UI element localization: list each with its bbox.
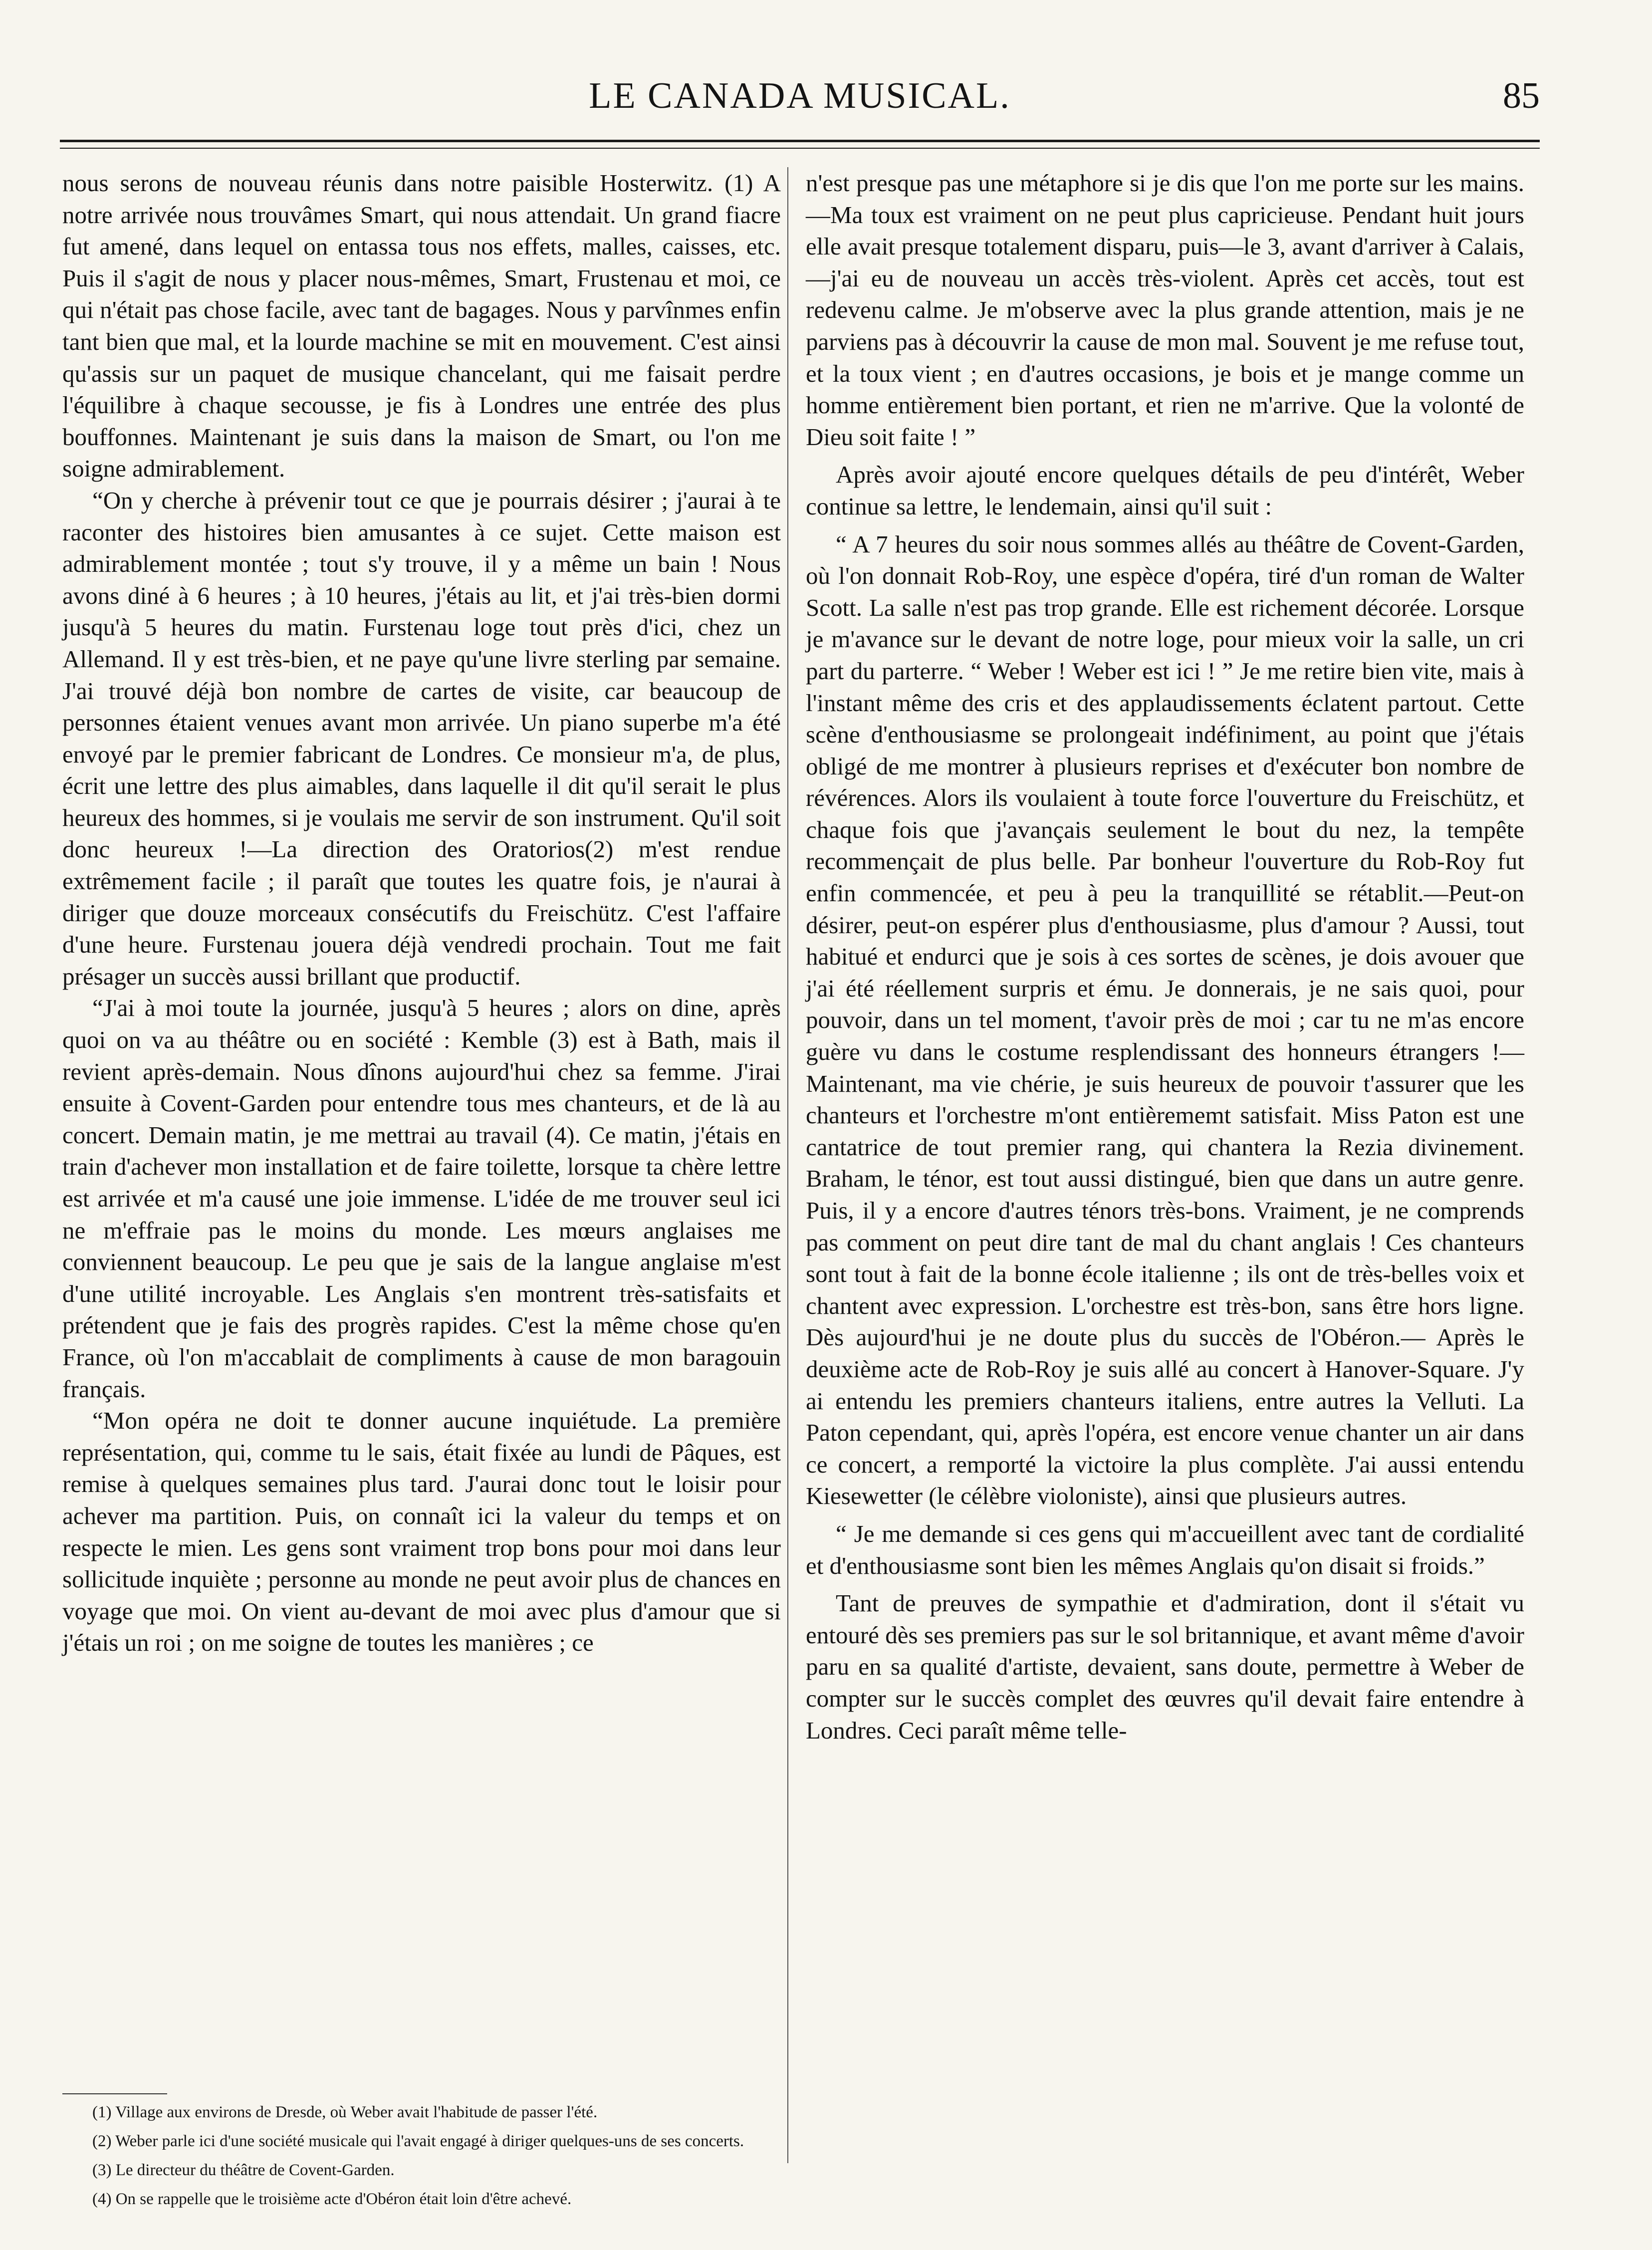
column-divider: [787, 167, 788, 2163]
paragraph: “ A 7 heures du soir nous sommes allés au théâtre de Covent-Garden, où l'on donnait Rob-Roy, une espèce d'opéra, tiré d'un roman de Walter Scott. La salle n'est pas trop grande. Elle est richement décorée. Lorsque je m'avance sur le devant de notre loge, pour mieux voir la salle, un cri part du parterre. “ Weber ! Weber est ici ! ” Je me retire bien vite, mais à l'instant même des cris et des applaudissements éclatent partout. Cette scène d'enthousiasme se prolongeait indéfiniment, au point que j'étais obligé de me montrer à plusieurs reprises et d'exécuter bon nombre de révérences. Alors ils voulaient à toute force l'ouverture du Freischütz, et chaque fois que j'avançais seulement le bout du nez, la tempête recommençait de plus belle. Par bonheur l'ouverture du Rob-Roy fut enfin commencée, et peu à peu la tranquillité se rétablit.—Peut-on désirer, peut-on espérer plus d'enthousiasme, plus d'amour ? Aussi, tout habitué et endurci que je sois à ces sortes de scènes, je dois avouer que j'ai été réellement surpris et ému. Je donnerais, je ne sais quoi, pour pouvoir, dans un tel moment, t'avoir près de moi ; car tu ne m'as encore guère vu dans le costume resplendissant des honneurs étrangers !— Maintenant, ma vie chérie, je suis heureux de pouvoir t'assurer que les chanteurs et l'orchestre m'ont entièrememt satisfait. Miss Paton est une cantatrice de tout premier rang, qui chantera la Rezia divinement. Braham, le ténor, est tout aussi distingué, bien que dans un autre genre. Puis, il y a encore d'autres ténors très-bons. Vraiment, je ne comprends pas comment on peut dire tant de mal du chant anglais ! Ces chanteurs sont tout à fait de la bonne école italienne ; ils ont de très-belles voix et chantent avec expression. L'orchestre est très-bon, sans être hors ligne. Dès aujourd'hui je ne doute plus du succès de l'Obéron.— Après le deuxième acte de Rob-Roy je suis allé au concert à Hanover-Square. J'y ai entendu les premiers chanteurs italiens, entre autres la Velluti. La Paton cependant, qui, après l'opéra, est encore venue chanter un air dans ce concert, a remporté la victoire la plus complète. J'ai aussi entendu Kiesewetter (le célèbre violoniste), ainsi que plusieurs autres.: [806, 530, 1524, 1510]
paragraph: “Mon opéra ne doit te donner aucune inquiétude. La première représentation, qui, comme tu le sais, était fixée au lundi de Pâques, est remise à quelques semaines plus tard. J'aurai donc tout le loisir pour achever ma partition. Puis, on connaît ici la valeur du temps et on respecte le mien. Les gens sont vraiment trop bons pour moi dans leur sollicitude inquiète ; personne au monde ne peut avoir plus de chances en voyage que moi. On vient au-devant de moi avec plus d'amour que si j'étais un roi ; on me soigne de toutes les manières ; ce: [62, 1407, 781, 1657]
page-number: 85: [1503, 75, 1540, 116]
paragraph: n'est presque pas une métaphore si je dis que l'on me porte sur les mains.—Ma toux est vraiment on ne peut plus capricieuse. Pendant huit jours elle avait presque totalement disparu, puis—le 3, avant d'arriver à Calais, —j'ai eu de nouveau un accès très-violent. Après cet accès, tout est redevenu calme. Je m'observe avec la plus grande attention, mais je ne parviens pas à découvrir la cause de mon mal. Souvent je me refuse tout, et la toux vient ; en d'autres occasions, je bois et je mange comme un homme entièrement bien portant, et rien ne m'arrive. Que la volonté de Dieu soit faite ! ”: [806, 169, 1524, 451]
page-header: [60, 75, 1540, 115]
paragraph: “On y cherche à prévenir tout ce que je pourrais désirer ; j'aurai à te raconter des histoires bien amusantes à ce sujet. Cette maison est admirablement montée ; tout s'y trouve, il y a même un bain ! Nous avons diné à 6 heures ; à 10 heures, j'étais au lit, et j'ai très-bien dormi jusqu'à 5 heures du matin. Furstenau loge tout près d'ici, chez un Allemand. Il y est très-bien, et ne paye qu'une livre sterling par semaine. J'ai trouvé déjà bon nombre de cartes de visite, car beaucoup de personnes étaient venues avant mon arrivée. Un piano superbe m'a été envoyé par le premier fabricant de Londres. Ce monsieur m'a, de plus, écrit une lettre des plus aimables, dans laquelle il dit qu'il serait le plus heureux des hommes, si je voulais me servir de son instrument. Qu'il soit donc heureux !—La direction des Oratorios(2) m'est rendue extrêmement facile ; il paraît que toutes les quatre fois, je n'aurai à diriger que douze morceaux consécutifs du Freischütz. C'est l'affaire d'une heure. Furstenau jouera déjà vendredi prochain. Tout me fait présager un succès aussi brillant que productif.: [62, 486, 781, 990]
footnotes: [62, 2093, 781, 2217]
footnote: (3) Le directeur du théâtre de Covent-Garden.: [92, 2161, 395, 2179]
paragraph: nous serons de nouveau réunis dans notre paisible Hosterwitz. (1) A notre arrivée nous trouvâmes Smart, qui nous attendait. Un grand fiacre fut amené, dans lequel on entassa tous nos effets, malles, caisses, etc. Puis il s'agit de nous y placer nous-mêmes, Smart, Frustenau et moi, ce qui n'était pas chose facile, avec tant de bagages. Nous y parvînmes enfin tant bien que mal, et la lourde machine se mit en mouvement. C'est ainsi qu'assis sur un paquet de musique chancelant, qui me faisait perdre l'équilibre à chaque secousse, je fis à Londres une entrée des plus bouffonnes. Maintenant je suis dans la maison de Smart, ou l'on me soigne admirablement.: [62, 169, 781, 483]
paragraph: Tant de preuves de sympathie et d'admiration, dont il s'était vu entouré dès ses premiers pas sur le sol britannique, et avant même d'avoir paru en sa qualité d'artiste, devaient, sans doute, permettre à Weber de compter sur le succès complet des œuvres qu'il devait faire entendre à Londres. Ceci paraît même telle-: [806, 1589, 1524, 1744]
paragraph: Après avoir ajouté encore quelques détails de peu d'intérêt, Weber continue sa lettre, le lendemain, ainsi qu'il suit :: [806, 461, 1524, 520]
right-column: [806, 167, 1524, 1746]
paragraph: “J'ai à moi toute la journée, jusqu'à 5 heures ; alors on dine, après quoi on va au théâtre ou en société : Kemble (3) est à Bath, mais il revient après-demain. Nous dînons aujourd'hui chez sa femme. J'irai ensuite à Covent-Garden pour entendre tous mes chanteurs, et de là au concert. Demain matin, je me mettrai au travail (4). Ce matin, j'étais en train d'achever mon installation et de faire toilette, lorsque ta chère lettre est arrivée et m'a causé une joie immense. L'idée de me trouver seul ici ne m'effraie pas le moins du monde. Les mœurs anglaises me conviennent beaucoup. Le peu que je sais de la langue anglaise m'est d'une utilité incroyable. Les Anglais s'en montrent très-satisfaits et prétendent que je fais des progrès rapides. C'est la même chose qu'en France, où l'on m'accablait de compliments à cause de mon baragouin français.: [62, 994, 781, 1403]
running-title: LE CANADA MUSICAL.: [589, 75, 1011, 116]
paragraph: “ Je me demande si ces gens qui m'accueillent avec tant de cordialité et d'enthousiasme sont bien les mêmes Anglais qu'on disait si froids.”: [806, 1519, 1524, 1579]
footnote: (4) On se rappelle que le troisième acte d'Obéron était loin d'être achevé.: [92, 2190, 572, 2208]
footnote: (1) Village aux environs de Dresde, où Weber avait l'habitude de passer l'été.: [92, 2103, 598, 2121]
header-rule-thick: [60, 140, 1540, 142]
footnote: (2) Weber parle ici d'une société musicale qui l'avait engagé à diriger quelques-uns de ses concerts.: [92, 2132, 744, 2150]
left-column: [62, 167, 781, 1659]
header-rule-thin: [60, 148, 1540, 149]
footnotes-rule: [62, 2093, 167, 2094]
